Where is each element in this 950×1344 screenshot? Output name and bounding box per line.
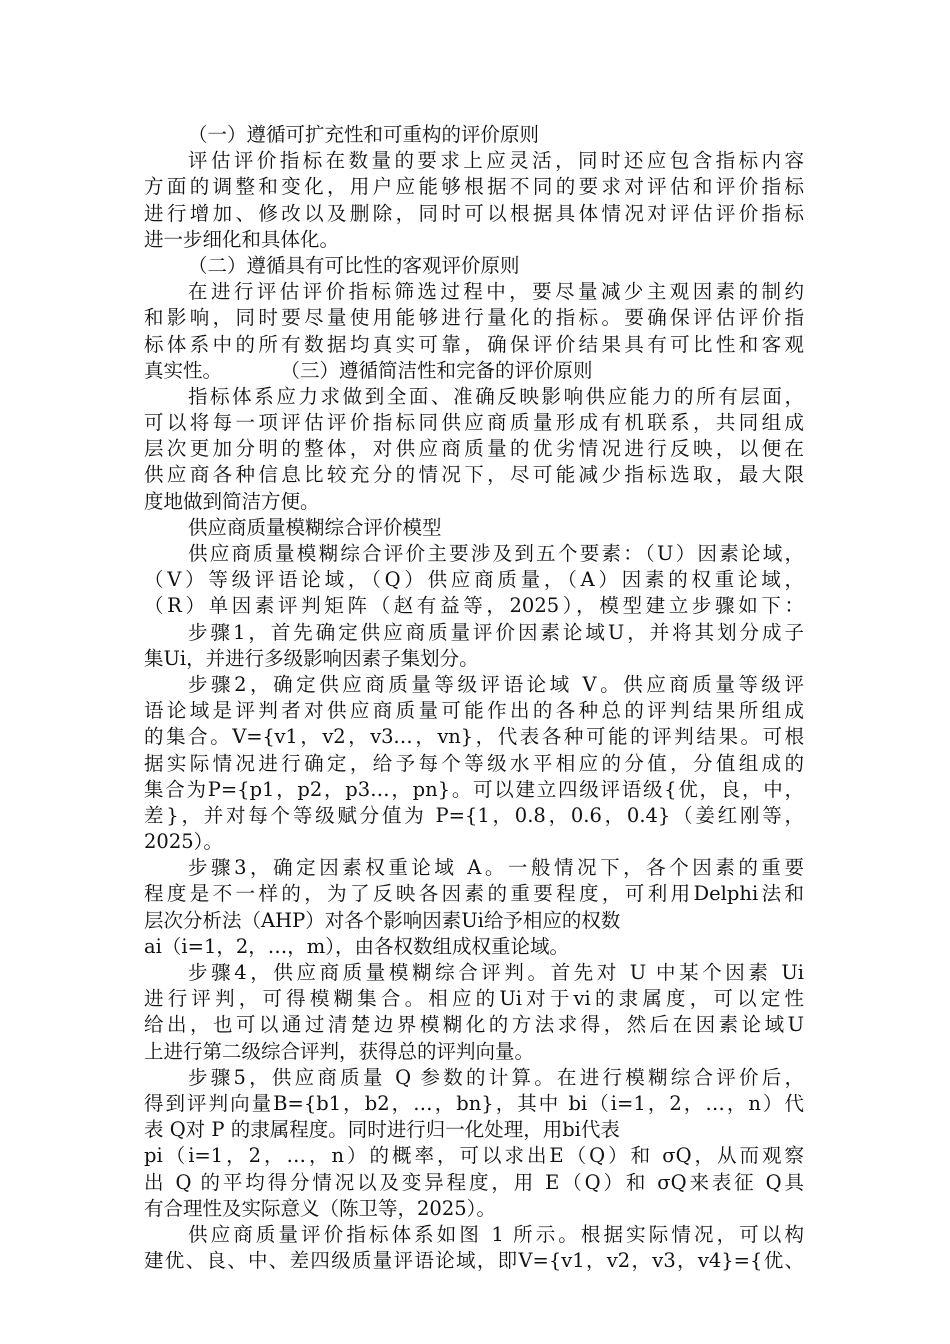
text-line: 的集合。V={v1，v2，v3…，vn}，代表各种可能的评判结果。可根 [144,725,804,749]
text-line: （V）等级评语论域，（Q）供应商质量，（A）因素的权重论域， [144,568,804,592]
text-line: （二）遵循具有可比性的客观评价原则 [188,253,520,277]
text-line: pi（i=1，2，…，n）的概率，可以求出E（Q）和 σQ，从而观察 [144,1144,804,1168]
text-line: 真实性。 （三）遵循简洁性和完备的评价原则 [144,358,593,382]
text-line: （R）单因素评判矩阵（赵有益等，2025），模型建立步骤如下： [144,594,804,618]
text-line: 进行增加、修改以及删除，同时可以根据具体情况对评估评价指标 [144,201,804,225]
text-line: 给出，也可以通过清楚边界模糊化的方法求得，然后在因素论域U [144,1013,804,1037]
text-line: 层次分析法（AHP）对各个影响因素Ui给予相应的权数 [144,908,621,932]
text-line: 语论域是评判者对供应商质量可能作出的各种总的评判结果所组成 [144,699,804,723]
text-line: 步骤1，首先确定供应商质量评价因素论域U，并将其划分成子 [188,620,804,644]
text-line: （一）遵循可扩充性和可重构的评价原则 [188,123,540,146]
body-text [144,122,804,1274]
text-line: 步骤3，确定因素权重论域 A。一般情况下，各个因素的重要 [188,856,804,880]
text-line: 供应商质量评价指标体系如图 1 所示。根据实际情况，可以构 [188,1222,804,1246]
text-line: 和影响，同时要尽量使用能够进行量化的指标。要确保评估评价指 [144,306,804,330]
text-line: 出 Q 的平均得分情况以及变异程度，用 E（Q）和 σQ来表征 Q具 [144,1170,804,1194]
text-line: 供应商各种信息比较充分的情况下，尽可能减少指标选取，最大限 [144,463,804,487]
text-line: 评估评价指标在数量的要求上应灵活，同时还应包含指标内容 [188,149,804,173]
text-line: 进一步细化和具体化。 [144,227,340,251]
text-line: 建优、良、中、差四级质量评语论域，即V={v1，v2，v3，v4}={优、 [144,1249,804,1273]
text-line: 在进行评估评价指标筛选过程中，要尽量减少主观因素的制约 [188,280,804,304]
text-line: 步骤2，确定供应商质量等级评语论域 V。供应商质量等级评 [188,672,804,696]
text-line: 据实际情况进行确定，给予每个等级水平相应的分值，分值组成的 [144,751,804,775]
text-line: 集Ui，并进行多级影响因素子集划分。 [144,646,479,670]
text-line: 方面的调整和变化，用户应能够根据不同的要求对评估和评价指标 [144,175,804,199]
text-line: 指标体系应力求做到全面、准确反映影响供应能力的所有层面， [188,384,804,408]
text-line: 步骤5，供应商质量 Q 参数的计算。在进行模糊综合评价后， [188,1065,804,1089]
text-line: 2025）。 [144,830,223,854]
text-line: 可以将每一项评估评价指标同供应商质量形成有机联系，共同组成 [144,411,804,435]
text-line: ai（i=1，2，…，m），由各权数组成权重论域。 [144,934,569,958]
text-line: 有合理性及实际意义（陈卫等，2025）。 [144,1196,496,1220]
text-line: 度地做到简洁方便。 [144,489,320,513]
text-line: 标体系中的所有数据均真实可靠，确保评价结果具有可比性和客观 [144,332,804,356]
text-line: 程度是不一样的，为了反映各因素的重要程度，可利用Delphi法和 [144,882,804,906]
text-line: 步骤4，供应商质量模糊综合评判。首先对 U 中某个因素 Ui [188,961,804,984]
text-line: 层次更加分明的整体，对供应商质量的优劣情况进行反映，以便在 [144,437,804,461]
text-line: 供应商质量模糊综合评价模型 [188,515,442,539]
text-line: 表 Q对 P 的隶属程度。同时进行归一化处理，用bi代表 [144,1118,620,1142]
text-line: 差}，并对每个等级赋分值为 P={1，0.8，0.6，0.4}（姜红刚等， [144,803,804,827]
text-line: 得到评判向量B={b1，b2，…，bn}，其中 bi（i=1，2，…，n）代 [144,1091,804,1115]
text-line: 进行评判，可得模糊集合。相应的Ui对于vi的隶属度，可以定性 [144,987,804,1011]
text-line: 供应商质量模糊综合评价主要涉及到五个要素：（U）因素论域， [188,542,804,565]
text-line: 集合为P={p1，p2，p3…，pn}。可以建立四级评语级{优，良，中， [144,777,804,801]
text-line: 上进行第二级综合评判，获得总的评判向量。 [144,1039,535,1063]
